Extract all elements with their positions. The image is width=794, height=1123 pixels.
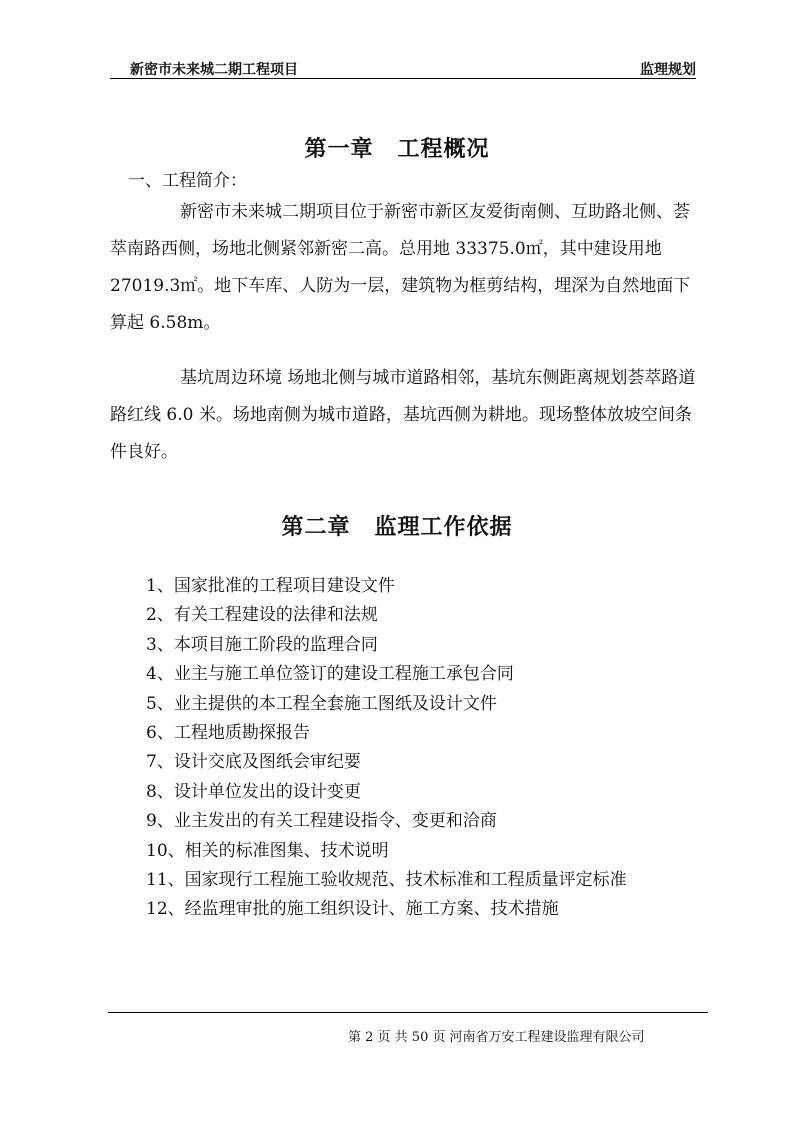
section-heading-project-intro: 一、工程简介： bbox=[128, 171, 247, 191]
header-project-name: 新密市未来城二期工程项目 bbox=[130, 62, 298, 78]
chapter-2-heading bbox=[0, 510, 794, 541]
list-item: 12、经监理审批的施工组织设计、施工方案、技术措施 bbox=[146, 899, 559, 920]
chapter-1-heading bbox=[0, 132, 794, 163]
list-item: 11、国家现行工程施工验收规范、技术标准和工程质量评定标准 bbox=[146, 869, 627, 890]
footer-company: 河南省万安工程建设监理有限公司 bbox=[449, 1030, 645, 1045]
list-item: 3、本项目施工阶段的监理合同 bbox=[146, 634, 378, 655]
chapter-1-title: 工程概况 bbox=[397, 136, 490, 162]
chapter-1-number: 第一章 bbox=[304, 136, 374, 162]
header-doc-type: 监理规划 bbox=[640, 62, 696, 78]
footer-page-number: 第 2 页 共 50 页 bbox=[348, 1030, 446, 1045]
footer-divider bbox=[108, 1012, 708, 1013]
list-item: 1、国家批准的工程项目建设文件 bbox=[146, 576, 395, 596]
list-item: 10、相关的标准图集、技术说明 bbox=[146, 840, 389, 861]
page-footer bbox=[348, 1026, 645, 1045]
list-item: 6、工程地质勘探报告 bbox=[146, 722, 310, 743]
basis-list bbox=[146, 572, 627, 925]
chapter-2-number: 第二章 bbox=[281, 514, 351, 540]
list-item: 5、业主提供的本工程全套施工图纸及设计文件 bbox=[146, 693, 497, 714]
list-item: 4、业主与施工单位签订的建设工程施工承包合同 bbox=[146, 664, 514, 685]
paragraph-site-environment: 基坑周边环境 场地北侧与城市道路相邻，基坑东侧距离规划荟萃路道路红线 6.0 米。场地南侧为城市道路，基坑西侧为耕地。现场整体放坡空间条件良好。 bbox=[110, 368, 696, 462]
chapter-2-title: 监理工作依据 bbox=[374, 514, 513, 540]
list-item: 7、设计交底及图纸会审纪要 bbox=[146, 752, 361, 773]
list-item: 8、设计单位发出的设计变更 bbox=[146, 781, 361, 802]
list-item: 2、有关工程建设的法律和法规 bbox=[146, 605, 378, 626]
list-item: 9、业主发出的有关工程建设指令、变更和洽商 bbox=[146, 811, 497, 832]
paragraph-project-location: 新密市未来城二期项目位于新密市新区友爱街南侧、互助路北侧、荟萃南路西侧，场地北侧紧邻新密二高。总用地 33375.0㎡，其中建设用地 27019.3㎡。地下车库、人防为一层，建筑物为框剪结构，埋深为自然地面下算起 6.58m。 bbox=[110, 202, 691, 333]
page-header bbox=[110, 58, 696, 79]
